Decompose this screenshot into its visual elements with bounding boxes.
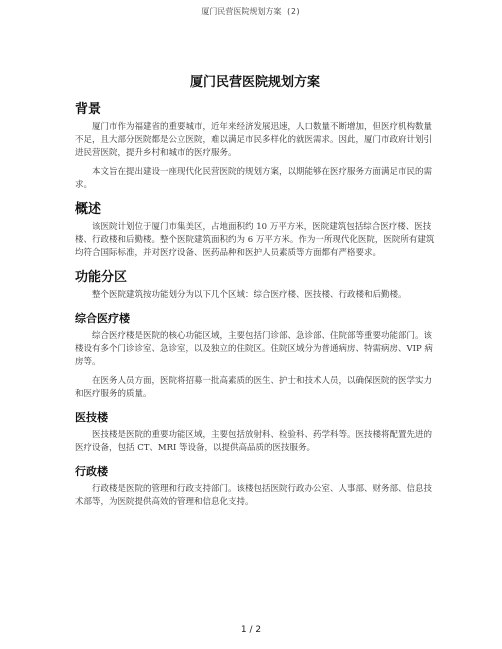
paragraph: 在医务人员方面，医院将招募一批高素质的医生、护士和技术人员，以确保医院的医学实力和医疗服务的质量。 bbox=[75, 376, 433, 399]
subsection-heading: 医技楼 bbox=[75, 411, 108, 424]
subsection-heading: 综合医疗楼 bbox=[75, 312, 130, 325]
subsection-heading: 行政楼 bbox=[75, 465, 108, 478]
section-heading: 概述 bbox=[75, 202, 102, 217]
section-background bbox=[75, 101, 435, 192]
running-header bbox=[0, 0, 502, 17]
paragraph: 厦门市作为福建省的重要城市，近年来经济发展迅速，人口数量不断增加，但医疗机构数量不足，且大部分医院都是公立医院，难以满足市民多样化的就医需求。因此，厦门市政府计划引进民营医院，提升乡村和城市的医疗服务。 bbox=[75, 122, 433, 158]
paragraph: 综合医疗楼是医院的核心功能区域，主要包括门诊部、急诊部、住院部等重要功能部门。该楼设有多个门诊诊室、急诊室，以及独立的住院区。住院区域分为普通病房、特需病房、VIP 病房等。 bbox=[75, 331, 433, 367]
subsection-administration-building bbox=[75, 464, 435, 509]
subsection-medical-tech-building bbox=[75, 410, 435, 455]
paragraph: 该医院计划位于厦门市集美区，占地面积约 10 万平方米，医院建筑包括综合医疗楼、医技楼、行政楼和后勤楼。整个医院建筑面积约为 6 万平方米。作为一所现代化医院，医院所有建筑均符合国际标准，并对医疗设备、医药品种和医护人员素质等方面都有严格要求。 bbox=[75, 222, 435, 258]
document-body bbox=[75, 74, 435, 515]
paragraph: 本文旨在提出建设一座现代化民营医院的规划方案，以期能够在医疗服务方面满足市民的需求。 bbox=[75, 167, 433, 190]
section-overview bbox=[75, 201, 435, 260]
section-functional-zones bbox=[75, 269, 435, 302]
page-number: 1 / 2 bbox=[240, 625, 262, 635]
paragraph: 行政楼是医院的管理和行政支持部门。该楼包括医院行政办公室、人事部、财务部、信息技术部等，为医院提供高效的管理和信息化支持。 bbox=[75, 484, 433, 507]
paragraph: 整个医院建筑按功能划分为以下几个区域：综合医疗楼、医技楼、行政楼和后勤楼。 bbox=[92, 290, 407, 300]
subsection-general-medical-building bbox=[75, 311, 435, 401]
paragraph: 医技楼是医院的重要功能区域，主要包括放射科、检验科、药学科等。医技楼将配置先进的医疗设备，包括 CT、MRI 等设备，以提供高品质的医技服务。 bbox=[75, 430, 433, 453]
document-title: 厦门民营医院规划方案 bbox=[189, 75, 320, 90]
section-heading: 背景 bbox=[75, 102, 102, 117]
page-footer bbox=[0, 624, 502, 636]
running-title: 厦门民营医院规划方案 (2) bbox=[201, 7, 301, 16]
section-heading: 功能分区 bbox=[75, 270, 128, 285]
